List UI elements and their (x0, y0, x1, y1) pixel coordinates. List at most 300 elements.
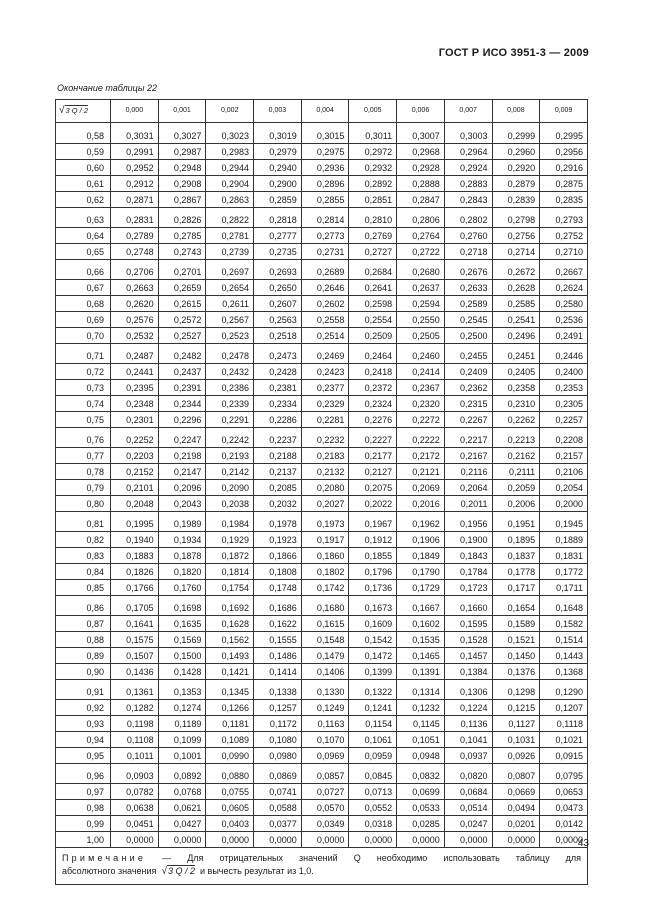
table-row (56, 280, 588, 296)
value-cell: 0,1232 (397, 700, 445, 716)
value-cell: 0,2956 (540, 144, 588, 160)
value-cell: 0,1711 (540, 580, 588, 596)
value-cell: 0,1934 (158, 532, 206, 548)
value-cell: 0,0684 (444, 784, 492, 800)
column-header: 0,008 (492, 100, 540, 123)
value-cell: 0,2676 (444, 260, 492, 280)
table-row (56, 208, 588, 228)
value-cell: 0,2818 (254, 208, 302, 228)
value-cell: 0,3015 (301, 123, 349, 144)
page-number: 43 (577, 838, 589, 849)
value-cell: 0,1322 (349, 680, 397, 700)
row-key-cell: 0,66 (56, 260, 111, 280)
value-cell: 0,1145 (397, 716, 445, 732)
value-cell: 0,2177 (349, 448, 397, 464)
value-cell: 0,0857 (301, 764, 349, 784)
value-cell: 0,0820 (444, 764, 492, 784)
value-cell: 0,2217 (444, 428, 492, 448)
value-cell: 0,0713 (349, 784, 397, 800)
note-line-2 (62, 865, 581, 878)
value-cell: 0,1796 (349, 564, 397, 580)
value-cell: 0,0533 (397, 800, 445, 816)
value-cell: 0,0969 (301, 748, 349, 764)
value-cell: 0,1895 (492, 532, 540, 548)
table-row (56, 580, 588, 596)
row-key-cell: 0,75 (56, 412, 111, 428)
value-cell: 0,2641 (349, 280, 397, 296)
value-cell: 0,2372 (349, 380, 397, 396)
value-cell: 0,0768 (158, 784, 206, 800)
value-cell: 0,2237 (254, 428, 302, 448)
value-cell: 0,2972 (349, 144, 397, 160)
value-cell: 0,1330 (301, 680, 349, 700)
table-row (56, 123, 588, 144)
note-radicand-rest: Q / 2 (175, 866, 195, 876)
value-cell: 0,0000 (397, 832, 445, 848)
value-cell: 0,1528 (444, 632, 492, 648)
table-row (56, 144, 588, 160)
value-cell: 0,0892 (158, 764, 206, 784)
value-cell: 0,2344 (158, 396, 206, 412)
value-cell: 0,0669 (492, 784, 540, 800)
value-cell: 0,2843 (444, 192, 492, 208)
value-cell: 0,1562 (206, 632, 254, 648)
value-cell: 0,1406 (301, 664, 349, 680)
value-cell: 0,1443 (540, 648, 588, 664)
note-text-2b: и вычесть результат из 1,0. (200, 866, 314, 876)
value-cell: 0,2680 (397, 260, 445, 280)
row-key-cell: 0,64 (56, 228, 111, 244)
value-cell: 0,2478 (206, 344, 254, 364)
value-cell: 0,2147 (158, 464, 206, 480)
row-key-cell: 0,76 (56, 428, 111, 448)
value-cell: 0,1692 (206, 596, 254, 616)
value-cell: 0,2096 (158, 480, 206, 496)
value-cell: 0,2831 (111, 208, 159, 228)
value-cell: 0,2558 (301, 312, 349, 328)
row-key-cell: 0,73 (56, 380, 111, 396)
table-row (56, 296, 588, 312)
value-cell: 0,1831 (540, 548, 588, 564)
table-container (55, 99, 588, 885)
table-caption: Окончание таблицы 22 (57, 83, 157, 93)
value-cell: 0,2301 (111, 412, 159, 428)
value-cell: 0,2900 (254, 176, 302, 192)
table-row (56, 616, 588, 632)
value-cell: 0,1784 (444, 564, 492, 580)
value-cell: 0,2455 (444, 344, 492, 364)
value-cell: 0,2718 (444, 244, 492, 260)
row-key-cell: 0,99 (56, 816, 111, 832)
value-cell: 0,2198 (158, 448, 206, 464)
table-row (56, 632, 588, 648)
value-cell: 0,2377 (301, 380, 349, 396)
value-cell: 0,2731 (301, 244, 349, 260)
table-row (56, 748, 588, 764)
value-cell: 0,1070 (301, 732, 349, 748)
table-row (56, 364, 588, 380)
value-cell: 0,1361 (111, 680, 159, 700)
note-radicand (167, 865, 195, 876)
value-cell: 0,2069 (397, 480, 445, 496)
value-cell: 0,1521 (492, 632, 540, 648)
value-cell: 0,2769 (349, 228, 397, 244)
value-cell: 0,2157 (540, 448, 588, 464)
table-row (56, 716, 588, 732)
table-row (56, 548, 588, 564)
value-cell: 0,1940 (111, 532, 159, 548)
value-cell: 0,2496 (492, 328, 540, 344)
value-cell: 0,0727 (301, 784, 349, 800)
value-cell: 0,2602 (301, 296, 349, 312)
value-cell: 0,2863 (206, 192, 254, 208)
value-cell: 0,1290 (540, 680, 588, 700)
table-row (56, 496, 588, 512)
value-cell: 0,2409 (444, 364, 492, 380)
row-key-cell: 0,86 (56, 596, 111, 616)
value-cell: 0,2059 (492, 480, 540, 496)
value-cell: 0,0699 (397, 784, 445, 800)
value-cell: 0,2859 (254, 192, 302, 208)
value-cell: 0,2262 (492, 412, 540, 428)
value-cell: 0,0605 (206, 800, 254, 816)
radical-sign: √ (59, 105, 65, 116)
value-cell: 0,2121 (397, 464, 445, 480)
value-cell: 0,1514 (540, 632, 588, 648)
value-cell: 0,1457 (444, 648, 492, 664)
note-row (56, 848, 588, 885)
value-cell: 0,2545 (444, 312, 492, 328)
value-cell: 0,1224 (444, 700, 492, 716)
value-cell: 0,2567 (206, 312, 254, 328)
value-cell: 0,1843 (444, 548, 492, 564)
value-cell: 0,1338 (254, 680, 302, 700)
table-row (56, 664, 588, 680)
value-cell: 0,1860 (301, 548, 349, 564)
value-cell: 0,2667 (540, 260, 588, 280)
value-cell: 0,2016 (397, 496, 445, 512)
value-cell: 0,1582 (540, 616, 588, 632)
value-cell: 0,2936 (301, 160, 349, 176)
value-cell: 0,1189 (158, 716, 206, 732)
value-cell: 0,1391 (397, 664, 445, 680)
value-cell: 0,2167 (444, 448, 492, 464)
row-key-cell: 0,69 (56, 312, 111, 328)
value-cell: 0,2222 (397, 428, 445, 448)
value-cell: 0,0377 (254, 816, 302, 832)
value-cell: 0,2536 (540, 312, 588, 328)
value-cell: 0,2247 (158, 428, 206, 448)
value-cell: 0,2451 (492, 344, 540, 364)
data-table (55, 99, 588, 885)
value-cell: 0,2883 (444, 176, 492, 192)
value-cell: 0,0000 (206, 832, 254, 848)
table-row (56, 412, 588, 428)
value-cell: 0,0869 (254, 764, 302, 784)
value-cell: 0,2090 (206, 480, 254, 496)
value-cell: 0,2127 (349, 464, 397, 480)
value-cell: 0,2646 (301, 280, 349, 296)
value-cell: 0,2353 (540, 380, 588, 396)
value-cell: 0,2743 (158, 244, 206, 260)
value-cell: 0,3011 (349, 123, 397, 144)
value-cell: 0,2527 (158, 328, 206, 344)
value-cell: 0,2213 (492, 428, 540, 448)
value-cell: 0,1215 (492, 700, 540, 716)
value-cell: 0,0285 (397, 816, 445, 832)
value-cell: 0,2952 (111, 160, 159, 176)
value-cell: 0,2428 (254, 364, 302, 380)
value-cell: 0,2875 (540, 176, 588, 192)
value-cell: 0,2999 (492, 123, 540, 144)
value-cell: 0,2802 (444, 208, 492, 228)
value-cell: 0,2615 (158, 296, 206, 312)
value-cell: 0,2888 (397, 176, 445, 192)
value-cell: 0,2027 (301, 496, 349, 512)
row-key-cell: 0,59 (56, 144, 111, 160)
radicand-rest: Q / 2 (71, 106, 89, 115)
row-key-cell: 0,87 (56, 616, 111, 632)
column-header: 0,002 (206, 100, 254, 123)
value-cell: 0,0959 (349, 748, 397, 764)
value-cell: 0,1061 (349, 732, 397, 748)
table-row (56, 832, 588, 848)
value-cell: 0,1486 (254, 648, 302, 664)
value-cell: 0,0948 (397, 748, 445, 764)
value-cell: 0,2689 (301, 260, 349, 280)
value-cell: 0,2291 (206, 412, 254, 428)
value-cell: 0,2847 (397, 192, 445, 208)
value-cell: 0,2006 (492, 496, 540, 512)
value-cell: 0,2920 (492, 160, 540, 176)
value-cell: 0,2739 (206, 244, 254, 260)
value-cell: 0,0915 (540, 748, 588, 764)
value-cell: 0,2892 (349, 176, 397, 192)
value-cell: 0,2851 (349, 192, 397, 208)
value-cell: 0,1163 (301, 716, 349, 732)
value-cell: 0,2487 (111, 344, 159, 364)
value-cell: 0,2043 (158, 496, 206, 512)
value-cell: 0,2541 (492, 312, 540, 328)
table-row (56, 312, 588, 328)
value-cell: 0,0000 (444, 832, 492, 848)
note-label: Примечание (62, 853, 147, 863)
column-header: 0,000 (111, 100, 159, 123)
note-cell (56, 848, 588, 885)
value-cell: 0,1766 (111, 580, 159, 596)
value-cell: 0,1802 (301, 564, 349, 580)
value-cell: 0,2315 (444, 396, 492, 412)
value-cell: 0,0552 (349, 800, 397, 816)
value-cell: 0,2572 (158, 312, 206, 328)
value-cell: 0,0000 (540, 832, 588, 848)
value-cell: 0,0000 (492, 832, 540, 848)
value-cell: 0,1951 (492, 512, 540, 532)
value-cell: 0,2276 (349, 412, 397, 428)
note-radicand-value: 3 (167, 866, 173, 876)
value-cell: 0,1705 (111, 596, 159, 616)
value-cell: 0,0980 (254, 748, 302, 764)
value-cell: 0,1450 (492, 648, 540, 664)
value-cell: 0,3007 (397, 123, 445, 144)
value-cell: 0,2928 (397, 160, 445, 176)
value-cell: 0,2550 (397, 312, 445, 328)
radicand-value: 3 (65, 106, 70, 115)
value-cell: 0,1760 (158, 580, 206, 596)
value-cell: 0,2620 (111, 296, 159, 312)
row-key-cell: 0,91 (56, 680, 111, 700)
value-cell: 0,1266 (206, 700, 254, 716)
value-cell: 0,2975 (301, 144, 349, 160)
row-key-cell: 0,58 (56, 123, 111, 144)
value-cell: 0,2395 (111, 380, 159, 396)
value-cell: 0,2563 (254, 312, 302, 328)
value-cell: 0,2867 (158, 192, 206, 208)
value-cell: 0,1031 (492, 732, 540, 748)
row-key-cell: 0,63 (56, 208, 111, 228)
value-cell: 0,2054 (540, 480, 588, 496)
value-cell: 0,2296 (158, 412, 206, 428)
value-cell: 0,2814 (301, 208, 349, 228)
value-cell: 0,2305 (540, 396, 588, 412)
value-cell: 0,2983 (206, 144, 254, 160)
table-row (56, 732, 588, 748)
value-cell: 0,2798 (492, 208, 540, 228)
value-cell: 0,1257 (254, 700, 302, 716)
value-cell: 0,2500 (444, 328, 492, 344)
value-cell: 0,2505 (397, 328, 445, 344)
value-cell: 0,1127 (492, 716, 540, 732)
value-cell: 0,2514 (301, 328, 349, 344)
note-radical-sign: √ (161, 866, 167, 877)
value-cell: 0,1667 (397, 596, 445, 616)
value-cell: 0,0427 (158, 816, 206, 832)
value-cell: 0,2995 (540, 123, 588, 144)
value-cell: 0,2752 (540, 228, 588, 244)
value-cell: 0,1575 (111, 632, 159, 648)
value-cell: 0,2358 (492, 380, 540, 396)
column-header: 0,001 (158, 100, 206, 123)
value-cell: 0,2760 (444, 228, 492, 244)
column-header: 0,009 (540, 100, 588, 123)
value-cell: 0,1814 (206, 564, 254, 580)
value-cell: 0,0588 (254, 800, 302, 816)
value-cell: 0,1837 (492, 548, 540, 564)
value-cell: 0,2162 (492, 448, 540, 464)
value-cell: 0,3019 (254, 123, 302, 144)
value-cell: 0,2879 (492, 176, 540, 192)
value-cell: 0,0795 (540, 764, 588, 784)
value-cell: 0,2589 (444, 296, 492, 312)
value-cell: 0,2748 (111, 244, 159, 260)
value-cell: 0,1602 (397, 616, 445, 632)
value-cell: 0,0000 (301, 832, 349, 848)
value-cell: 0,1376 (492, 664, 540, 680)
value-cell: 0,1472 (349, 648, 397, 664)
value-cell: 0,1923 (254, 532, 302, 548)
value-cell: 0,2188 (254, 448, 302, 464)
value-cell: 0,1973 (301, 512, 349, 532)
value-cell: 0,0451 (111, 816, 159, 832)
value-cell: 0,1589 (492, 616, 540, 632)
value-cell: 0,2607 (254, 296, 302, 312)
value-cell: 0,1493 (206, 648, 254, 664)
value-cell: 0,2855 (301, 192, 349, 208)
table-row (56, 784, 588, 800)
value-cell: 0,0621 (158, 800, 206, 816)
value-cell: 0,2714 (492, 244, 540, 260)
table-row (56, 800, 588, 816)
value-cell: 0,1717 (492, 580, 540, 596)
value-cell: 0,1609 (349, 616, 397, 632)
value-cell: 0,1479 (301, 648, 349, 664)
value-cell: 0,2793 (540, 208, 588, 228)
value-cell: 0,2806 (397, 208, 445, 228)
value-cell: 0,2441 (111, 364, 159, 380)
value-cell: 0,3031 (111, 123, 159, 144)
value-cell: 0,2532 (111, 328, 159, 344)
value-cell: 0,1399 (349, 664, 397, 680)
value-cell: 0,0473 (540, 800, 588, 816)
value-cell: 0,1984 (206, 512, 254, 532)
value-cell: 0,0990 (206, 748, 254, 764)
value-cell: 0,1748 (254, 580, 302, 596)
column-header: 0,003 (254, 100, 302, 123)
value-cell: 0,1414 (254, 664, 302, 680)
value-cell: 0,2172 (397, 448, 445, 464)
value-cell: 0,2637 (397, 280, 445, 296)
value-cell: 0,2773 (301, 228, 349, 244)
value-cell: 0,2022 (349, 496, 397, 512)
value-cell: 0,1729 (397, 580, 445, 596)
table-row (56, 700, 588, 716)
value-cell: 0,2912 (111, 176, 159, 192)
value-cell: 0,2650 (254, 280, 302, 296)
value-cell: 0,1207 (540, 700, 588, 716)
value-cell: 0,2227 (349, 428, 397, 448)
value-cell: 0,0000 (158, 832, 206, 848)
value-cell: 0,1628 (206, 616, 254, 632)
value-cell: 0,2252 (111, 428, 159, 448)
value-cell: 0,1945 (540, 512, 588, 532)
value-cell: 0,1872 (206, 548, 254, 564)
value-cell: 0,2386 (206, 380, 254, 396)
value-cell: 0,1298 (492, 680, 540, 700)
value-cell: 0,2464 (349, 344, 397, 364)
value-cell: 0,2405 (492, 364, 540, 380)
value-cell: 0,2654 (206, 280, 254, 296)
value-cell: 0,1883 (111, 548, 159, 564)
row-key-cell: 0,77 (56, 448, 111, 464)
table-row (56, 160, 588, 176)
value-cell: 0,2826 (158, 208, 206, 228)
value-cell: 0,1660 (444, 596, 492, 616)
table-row (56, 764, 588, 784)
value-cell: 0,2437 (158, 364, 206, 380)
value-cell: 0,2446 (540, 344, 588, 364)
row-key-cell: 0,94 (56, 732, 111, 748)
value-cell: 0,2281 (301, 412, 349, 428)
value-cell: 0,1698 (158, 596, 206, 616)
value-cell: 0,2232 (301, 428, 349, 448)
value-cell: 0,2320 (397, 396, 445, 412)
row-key-cell: 0,96 (56, 764, 111, 784)
value-cell: 0,1820 (158, 564, 206, 580)
table-row (56, 816, 588, 832)
row-key-cell: 0,68 (56, 296, 111, 312)
value-cell: 0,2916 (540, 160, 588, 176)
table-row (56, 344, 588, 364)
